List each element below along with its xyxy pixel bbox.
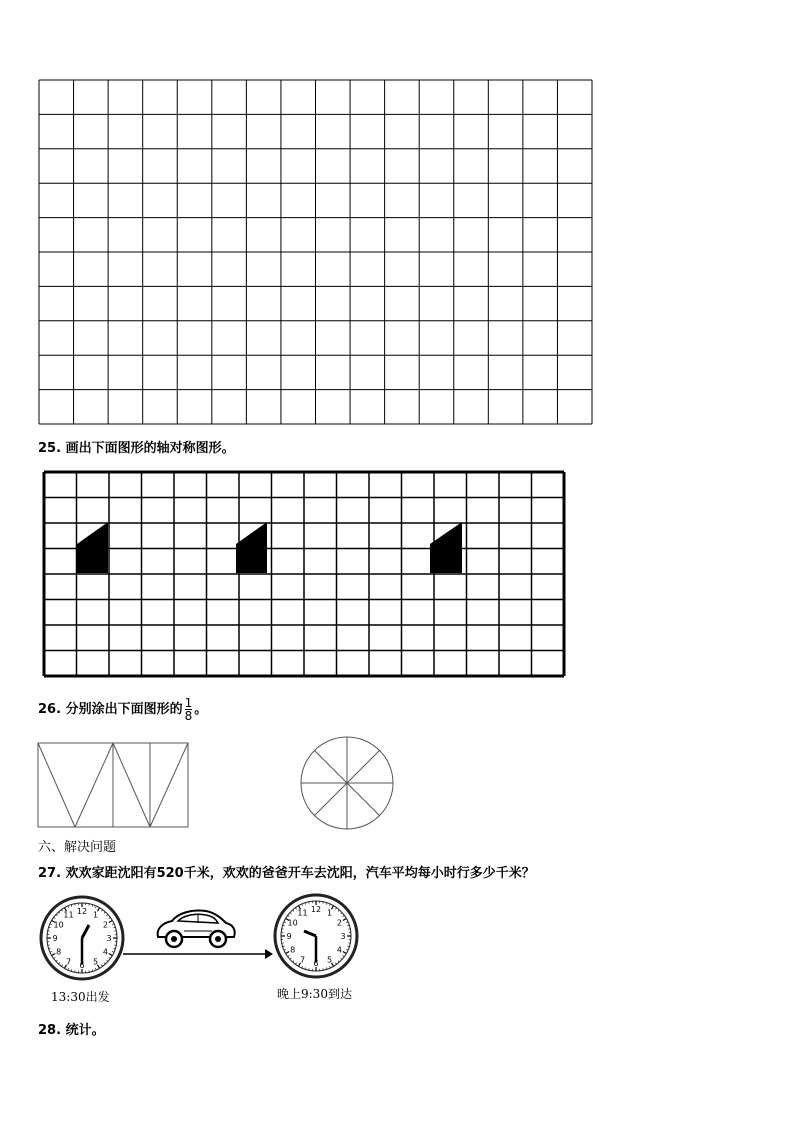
clock-tick [109, 917, 111, 918]
clock-number: 1 [92, 910, 99, 920]
clock-number: 11 [297, 908, 308, 918]
clock-number: 4 [336, 945, 342, 955]
question-26 [38, 697, 207, 722]
clock-tick [284, 922, 286, 923]
clock-tick [346, 949, 348, 950]
clock-tick [95, 906, 96, 908]
clock-tick [302, 904, 303, 906]
clock-number: 5 [92, 957, 99, 967]
circle-eighths [299, 735, 395, 831]
clock-tick [284, 949, 286, 950]
clock-number: 10 [53, 920, 64, 930]
shape-2 [236, 522, 267, 573]
question-25-text: 画出下面图形的轴对称图形。 [65, 441, 235, 456]
question-27 [38, 862, 535, 881]
grid-top [38, 79, 594, 425]
clock-tick [104, 963, 105, 964]
question-28-number: 28. [38, 1023, 62, 1038]
clock-number: 2 [336, 918, 342, 928]
shape-3 [430, 522, 462, 573]
clock-tick [288, 955, 290, 956]
clock-tick [329, 966, 330, 968]
clock-tick [295, 963, 296, 965]
clock-tick [343, 952, 346, 954]
clock-tick [288, 915, 290, 916]
clock-tick [112, 924, 114, 925]
clock-tick [68, 968, 69, 970]
clock-tick [95, 968, 96, 970]
clock-number: 2 [102, 920, 108, 930]
clock-tick [101, 965, 102, 967]
rectangle-triangles [37, 742, 189, 828]
question-27-number: 27. [38, 866, 62, 881]
clock-number: 12 [76, 907, 88, 916]
clock-tick [302, 966, 303, 968]
shape-1 [77, 522, 108, 573]
question-25 [38, 437, 235, 456]
clock-tick [338, 961, 339, 962]
clock-tick [290, 958, 291, 959]
clock-tick [335, 963, 336, 965]
clock-tick [346, 922, 348, 923]
question-26-number: 26. [38, 702, 62, 717]
clock-number: 8 [290, 945, 296, 955]
clock-tick [109, 921, 112, 923]
clock-tick [343, 915, 345, 916]
clock-tick [104, 912, 105, 913]
question-27-text: 欢欢家距沈阳有520千米，欢欢的爸爸开车去沈阳，汽车平均每小时行多少千米？ [65, 866, 535, 881]
question-26-end: 。 [194, 702, 208, 717]
clock-tick [54, 917, 56, 918]
clock-number: 3 [340, 932, 346, 941]
grid-symmetry [42, 470, 566, 678]
clock-tick [59, 912, 60, 913]
clock-tick [54, 957, 56, 958]
car-icon [152, 907, 238, 951]
clock-number: 1 [326, 908, 333, 918]
clock-number: 11 [63, 910, 74, 920]
clock-tick [68, 906, 69, 908]
clock-number: 6 [79, 961, 85, 970]
clock-number: 9 [52, 934, 58, 943]
clock-number: 7 [299, 955, 306, 965]
clock-number: 6 [313, 959, 319, 968]
clock-tick [329, 904, 330, 906]
clock-tick [109, 957, 111, 958]
clock-number: 3 [106, 934, 112, 943]
clock-tick [293, 961, 294, 962]
clock-number: 5 [326, 955, 333, 965]
clock-tick [50, 924, 52, 925]
clock-tick [107, 960, 108, 961]
clock-number: 9 [286, 932, 292, 941]
clock-tick [107, 915, 108, 916]
clock-tick [112, 951, 114, 952]
clock-tick [61, 965, 62, 967]
clock-tick [101, 910, 102, 912]
clock-number: 8 [56, 947, 62, 957]
clock-tick [59, 963, 60, 964]
clock-tick [50, 951, 52, 952]
clock-number: 12 [310, 905, 322, 914]
clock-tick [343, 955, 345, 956]
section-6-title: 六、解决问题 [38, 840, 117, 855]
clock-tick [56, 915, 57, 916]
clock-number: 10 [287, 918, 298, 928]
fraction-numerator: 1 [184, 696, 193, 710]
clock-tick [52, 954, 55, 956]
clock-tick [286, 952, 289, 954]
clock-tick [293, 910, 294, 911]
clock-tick [343, 919, 346, 921]
question-25-number: 25. [38, 441, 62, 456]
arrive-caption: 晚上9:30到达 [277, 987, 352, 1001]
clock-depart [39, 895, 125, 981]
question-28 [38, 1019, 105, 1038]
clock-tick [341, 913, 342, 914]
question-26-text: 分别涂出下面图形的 [65, 702, 183, 717]
clock-tick [109, 954, 112, 956]
clock-tick [56, 960, 57, 961]
clock-tick [335, 908, 336, 910]
fraction-one-eighth [185, 697, 193, 722]
clock-number: 4 [102, 947, 108, 957]
depart-caption: 13:30出发 [51, 990, 110, 1004]
fraction-denominator: 8 [184, 709, 193, 723]
clock-arrive [273, 893, 359, 979]
question-28-text: 统计。 [65, 1023, 105, 1038]
clock-tick [341, 958, 342, 959]
clock-tick [290, 913, 291, 914]
clock-tick [338, 910, 339, 911]
clock-number: 7 [65, 957, 72, 967]
